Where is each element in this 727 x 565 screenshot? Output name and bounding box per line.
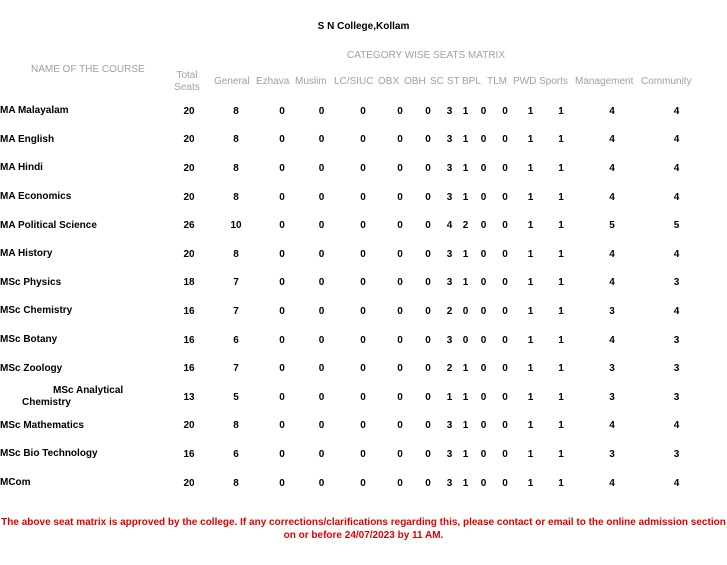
seat-count-cell: 0: [502, 391, 508, 403]
seat-count-cell: 0: [480, 391, 487, 403]
seat-count-cell: 4: [673, 191, 680, 203]
seat-count-cell: 0: [360, 305, 366, 317]
category-header: SC: [430, 76, 444, 87]
seat-count-cell: 3: [609, 305, 615, 317]
seat-count-cell: 0: [425, 448, 431, 460]
row-padding: [706, 354, 727, 383]
course-name-cell: [0, 383, 168, 412]
seat-count-cell: 0: [502, 277, 508, 289]
seat-count-cell: 1: [527, 477, 534, 489]
seat-count-cell: 3: [446, 334, 453, 346]
seat-count-cell: 0: [279, 448, 285, 460]
row-padding: [706, 412, 727, 441]
seat-count-cell: 6: [233, 334, 239, 346]
seat-count-cell: 0: [502, 220, 508, 232]
seat-count-cell: 10: [230, 220, 242, 232]
row-padding: [706, 183, 727, 212]
table-row: [0, 240, 727, 269]
seat-count-cell: 1: [527, 134, 534, 146]
seat-count-cell: 3: [446, 248, 453, 260]
seat-count-cell: 1: [527, 391, 534, 403]
category-header: BPL: [462, 76, 481, 87]
seat-count-cell: 1: [527, 220, 534, 232]
seat-count-cell: 0: [279, 363, 285, 375]
seat-count-cell: 0: [318, 248, 325, 260]
seat-count-cell: 0: [425, 477, 431, 489]
seat-count-cell: 0: [318, 162, 325, 174]
seat-count-cell: 5: [233, 391, 239, 403]
seat-count-cell: 1: [527, 191, 534, 203]
seat-count-cell: 1: [558, 305, 564, 317]
seat-count-cell: 0: [502, 134, 508, 146]
course-name: MCom: [0, 477, 31, 489]
seat-count-cell: 0: [397, 334, 403, 346]
seat-count-cell: 4: [673, 477, 680, 489]
seat-count-cell: 7: [233, 277, 239, 289]
seat-count-cell: 0: [360, 391, 366, 403]
seat-count-cell: 4: [609, 134, 615, 146]
seat-count-cell: 0: [462, 305, 469, 317]
seat-count-cell: 3: [609, 391, 615, 403]
seat-count-cell: 0: [318, 105, 325, 117]
seat-count-cell: 8: [233, 248, 239, 260]
seat-count-cell: 0: [397, 305, 403, 317]
seat-count-cell: 1: [527, 448, 534, 460]
seat-count-cell: 0: [360, 363, 366, 375]
seat-count-cell: 0: [318, 277, 325, 289]
seat-count-cell: 0: [318, 334, 325, 346]
table-row: [0, 211, 727, 240]
seat-count-cell: 0: [425, 134, 431, 146]
seat-count-cell: 0: [397, 448, 403, 460]
table-row: [0, 469, 727, 498]
row-padding: [706, 297, 727, 326]
total-seats-cell: 20: [183, 191, 195, 203]
total-seats-cell: 13: [183, 391, 195, 403]
seat-count-cell: 1: [462, 105, 469, 117]
seat-count-cell: 0: [397, 391, 403, 403]
total-seats-cell: 26: [183, 220, 195, 232]
course-name: MA Malayalam: [0, 105, 69, 117]
seat-count-cell: 0: [279, 248, 285, 260]
table-row: [0, 383, 727, 412]
seat-count-cell: 0: [360, 105, 366, 117]
category-header: TLM: [487, 76, 507, 87]
course-name: MA History: [0, 248, 53, 260]
category-header: Muslim: [295, 76, 327, 87]
seat-count-cell: 0: [318, 477, 325, 489]
seat-count-cell: 0: [279, 334, 285, 346]
category-header: General: [214, 76, 250, 87]
seat-count-cell: 1: [558, 277, 564, 289]
seat-count-cell: 0: [397, 477, 403, 489]
seat-count-cell: 5: [609, 220, 615, 232]
seat-count-cell: 0: [502, 420, 508, 432]
seat-count-cell: 0: [318, 220, 325, 232]
seat-count-cell: 1: [462, 191, 469, 203]
course-column-header: NAME OF THE COURSE: [31, 64, 145, 75]
row-padding: [706, 154, 727, 183]
seat-count-cell: 0: [425, 363, 431, 375]
category-header: ST: [447, 76, 460, 87]
seat-count-cell: 0: [360, 277, 366, 289]
seat-count-cell: 1: [446, 391, 453, 403]
seat-count-cell: 0: [480, 334, 487, 346]
seat-count-cell: 1: [527, 363, 534, 375]
total-seats-cell: 20: [183, 477, 195, 489]
category-header: Ezhava: [256, 76, 290, 87]
seat-count-cell: 0: [502, 191, 508, 203]
seat-count-cell: 0: [360, 334, 366, 346]
total-seats-cell: 16: [183, 334, 195, 346]
table-row: [0, 269, 727, 298]
course-name: MSc Physics: [0, 276, 62, 288]
seat-count-cell: 8: [233, 191, 239, 203]
total-seats-cell: 20: [183, 105, 195, 117]
table-row: [0, 326, 727, 355]
seat-count-cell: 1: [558, 248, 564, 260]
seat-count-cell: 2: [446, 305, 453, 317]
seat-count-cell: 0: [462, 334, 469, 346]
category-header: OBH: [404, 76, 426, 87]
seat-count-cell: 5: [673, 220, 680, 232]
course-name: MA Political Science: [0, 219, 97, 231]
seat-count-cell: 3: [446, 134, 453, 146]
seat-count-cell: 0: [360, 248, 366, 260]
seat-count-cell: 1: [558, 134, 564, 146]
total-seats-cell: 20: [183, 134, 195, 146]
row-padding: [706, 269, 727, 298]
total-seats-cell: 20: [183, 248, 195, 260]
seat-count-cell: 0: [279, 305, 285, 317]
seat-count-cell: 1: [527, 105, 534, 117]
seat-count-cell: 3: [609, 448, 615, 460]
seat-count-cell: 0: [425, 334, 431, 346]
seat-count-cell: 1: [462, 134, 469, 146]
college-title: S N College,Kollam: [317, 21, 410, 32]
seat-count-cell: 0: [318, 391, 325, 403]
seat-count-cell: 4: [673, 420, 680, 432]
total-seats-cell: 20: [183, 162, 195, 174]
seat-count-cell: 0: [480, 105, 487, 117]
course-name: MSc Zoology: [0, 362, 63, 374]
seat-count-cell: 1: [527, 162, 534, 174]
seat-count-cell: 1: [558, 191, 564, 203]
table-row: [0, 183, 727, 212]
seat-count-cell: 4: [609, 477, 615, 489]
row-padding: [706, 326, 727, 355]
seat-count-cell: 0: [279, 420, 285, 432]
seat-count-cell: 0: [397, 248, 403, 260]
seat-count-cell: 8: [233, 477, 239, 489]
seat-count-cell: 3: [446, 420, 453, 432]
seat-count-cell: 0: [480, 305, 487, 317]
seat-count-cell: 0: [397, 277, 403, 289]
seat-count-cell: 0: [360, 162, 366, 174]
seat-count-cell: 0: [480, 134, 487, 146]
table-row: [0, 440, 727, 469]
total-seats-cell: 16: [183, 363, 195, 375]
seat-count-cell: 0: [279, 191, 285, 203]
table-row: [0, 154, 727, 183]
seat-count-cell: 0: [279, 391, 285, 403]
table-row: [0, 126, 727, 155]
seat-count-cell: 4: [673, 134, 680, 146]
seat-count-cell: 1: [558, 420, 564, 432]
seat-count-cell: 4: [609, 420, 615, 432]
seat-count-cell: 3: [446, 477, 453, 489]
seat-count-cell: 1: [558, 391, 564, 403]
seat-count-cell: 0: [397, 220, 403, 232]
total-seats-header: [168, 70, 206, 94]
seat-count-cell: 0: [480, 420, 487, 432]
seat-count-cell: 1: [462, 448, 469, 460]
seat-count-cell: 1: [462, 477, 469, 489]
seat-count-cell: 0: [397, 162, 403, 174]
total-header-line-2: Seats: [174, 82, 200, 93]
seat-count-cell: 1: [527, 277, 534, 289]
seat-count-cell: 3: [673, 334, 680, 346]
seat-count-cell: 1: [462, 420, 469, 432]
seat-count-cell: 2: [462, 220, 469, 232]
seat-count-cell: 0: [360, 477, 366, 489]
seat-count-cell: 3: [673, 277, 680, 289]
seat-count-cell: 3: [673, 363, 680, 375]
seat-count-cell: 1: [462, 162, 469, 174]
seat-count-cell: 0: [279, 162, 285, 174]
seat-count-cell: 0: [502, 477, 508, 489]
category-header: Community: [641, 76, 692, 87]
seat-count-cell: 1: [462, 363, 469, 375]
seat-count-cell: 0: [480, 448, 487, 460]
seat-count-cell: 4: [609, 248, 615, 260]
seat-count-cell: 1: [527, 305, 534, 317]
seat-count-cell: 1: [527, 420, 534, 432]
seat-count-cell: 7: [233, 305, 239, 317]
row-padding: [706, 97, 727, 126]
row-padding: [706, 240, 727, 269]
course-name-line: Chemistry: [22, 397, 71, 409]
seat-count-cell: 0: [502, 105, 508, 117]
seat-count-cell: 4: [609, 191, 615, 203]
seat-count-cell: 1: [558, 105, 564, 117]
row-padding: [706, 126, 727, 155]
table-row: [0, 97, 727, 126]
seat-count-cell: 3: [609, 363, 615, 375]
seat-count-cell: 0: [318, 420, 325, 432]
seat-count-cell: 8: [233, 105, 239, 117]
course-name: MSc Chemistry: [0, 305, 73, 317]
seat-count-cell: 0: [360, 420, 366, 432]
seat-count-cell: 1: [527, 248, 534, 260]
seat-count-cell: 1: [558, 477, 564, 489]
total-header-line-1: Total: [176, 70, 198, 81]
seat-count-cell: 4: [673, 248, 680, 260]
seat-count-cell: 0: [502, 162, 508, 174]
category-header: Sports: [539, 76, 568, 87]
course-name: MSc Botany: [0, 334, 58, 346]
category-header: LC/SIUC: [334, 76, 374, 87]
seat-count-cell: 0: [318, 363, 325, 375]
row-padding: [706, 383, 727, 412]
seat-count-cell: 0: [502, 334, 508, 346]
course-name: MA Hindi: [0, 162, 43, 174]
seat-count-cell: 4: [673, 305, 680, 317]
seat-count-cell: 0: [279, 477, 285, 489]
seat-count-cell: 0: [397, 105, 403, 117]
seat-count-cell: 4: [609, 162, 615, 174]
seat-count-cell: 0: [480, 477, 487, 489]
category-header: Management: [575, 76, 634, 87]
seat-count-cell: 0: [425, 305, 431, 317]
course-name: MA Economics: [0, 191, 72, 203]
row-padding: [706, 440, 727, 469]
seat-count-cell: 3: [446, 162, 453, 174]
seat-count-cell: 3: [446, 191, 453, 203]
seat-matrix-table: [0, 97, 727, 497]
matrix-heading: CATEGORY WISE SEATS MATRIX: [347, 50, 505, 61]
row-padding: [706, 469, 727, 498]
seat-count-cell: 0: [397, 420, 403, 432]
seat-count-cell: 0: [318, 191, 325, 203]
seat-count-cell: 0: [360, 220, 366, 232]
table-row: [0, 297, 727, 326]
total-seats-cell: 20: [183, 420, 195, 432]
seat-count-cell: 1: [462, 248, 469, 260]
table-row: [0, 412, 727, 441]
seat-count-cell: 0: [425, 277, 431, 289]
seat-count-cell: 1: [558, 363, 564, 375]
seat-count-cell: 3: [446, 277, 453, 289]
total-seats-cell: 16: [183, 448, 195, 460]
seat-count-cell: 1: [462, 391, 469, 403]
seat-count-cell: 0: [425, 391, 431, 403]
row-padding: [706, 211, 727, 240]
seat-count-cell: 1: [558, 448, 564, 460]
seat-count-cell: 3: [446, 448, 453, 460]
total-seats-cell: 16: [183, 305, 195, 317]
seat-count-cell: 8: [233, 162, 239, 174]
seat-count-cell: 0: [279, 134, 285, 146]
seat-count-cell: 0: [360, 448, 366, 460]
category-header: OBX: [378, 76, 400, 87]
seat-count-cell: 0: [425, 420, 431, 432]
seat-count-cell: 1: [558, 220, 564, 232]
seat-count-cell: 0: [425, 162, 431, 174]
course-name: MA English: [0, 133, 55, 145]
seat-count-cell: 4: [673, 162, 680, 174]
seat-count-cell: 0: [502, 363, 508, 375]
seat-count-cell: 0: [360, 191, 366, 203]
total-seats-cell: 18: [183, 277, 195, 289]
seat-count-cell: 4: [673, 105, 680, 117]
seat-count-cell: 8: [233, 420, 239, 432]
seat-count-cell: 0: [480, 162, 487, 174]
seat-count-cell: 0: [397, 191, 403, 203]
seat-count-cell: 3: [446, 105, 453, 117]
seat-count-cell: 2: [446, 363, 453, 375]
seat-count-cell: 3: [673, 391, 680, 403]
seat-count-cell: 0: [425, 191, 431, 203]
seat-count-cell: 0: [318, 134, 325, 146]
course-name-line: MSc Analytical: [53, 385, 124, 397]
seat-count-cell: 0: [318, 305, 325, 317]
seat-count-cell: 0: [480, 277, 487, 289]
footer-note: The above seat matrix is approved by the college. If any corrections/clarifications regarding this, please contact or email to the online admission section on or before 24/07/2023 by 11 AM.: [1, 517, 726, 541]
seat-count-cell: 1: [527, 334, 534, 346]
course-name: MSc Mathematics: [0, 419, 84, 431]
category-header: PWD: [513, 76, 537, 87]
seat-count-cell: 0: [502, 305, 508, 317]
seat-count-cell: 4: [609, 334, 615, 346]
seat-count-cell: 8: [233, 134, 239, 146]
seat-count-cell: 4: [446, 220, 453, 232]
seat-count-cell: 0: [279, 105, 285, 117]
seat-count-cell: 0: [425, 220, 431, 232]
seat-count-cell: 0: [279, 220, 285, 232]
seat-count-cell: 0: [397, 363, 403, 375]
seat-count-cell: 1: [558, 334, 564, 346]
seat-count-cell: 4: [609, 105, 615, 117]
seat-count-cell: 1: [558, 162, 564, 174]
seat-count-cell: 3: [673, 448, 680, 460]
seat-count-cell: 6: [233, 448, 239, 460]
seat-count-cell: 0: [318, 448, 325, 460]
seat-count-cell: 7: [233, 363, 239, 375]
seat-count-cell: 0: [480, 220, 487, 232]
seat-count-cell: 0: [360, 134, 366, 146]
seat-count-cell: 0: [480, 191, 487, 203]
seat-count-cell: 0: [502, 448, 508, 460]
seat-count-cell: 0: [425, 248, 431, 260]
seat-count-cell: 0: [397, 134, 403, 146]
seat-count-cell: 0: [480, 248, 487, 260]
seat-count-cell: 0: [480, 363, 487, 375]
seat-count-cell: 0: [425, 105, 431, 117]
seat-count-cell: 4: [609, 277, 615, 289]
seat-count-cell: 1: [462, 277, 469, 289]
seat-count-cell: 0: [502, 248, 508, 260]
table-row: [0, 354, 727, 383]
course-name: MSc Bio Technology: [0, 448, 98, 460]
seat-count-cell: 0: [279, 277, 285, 289]
